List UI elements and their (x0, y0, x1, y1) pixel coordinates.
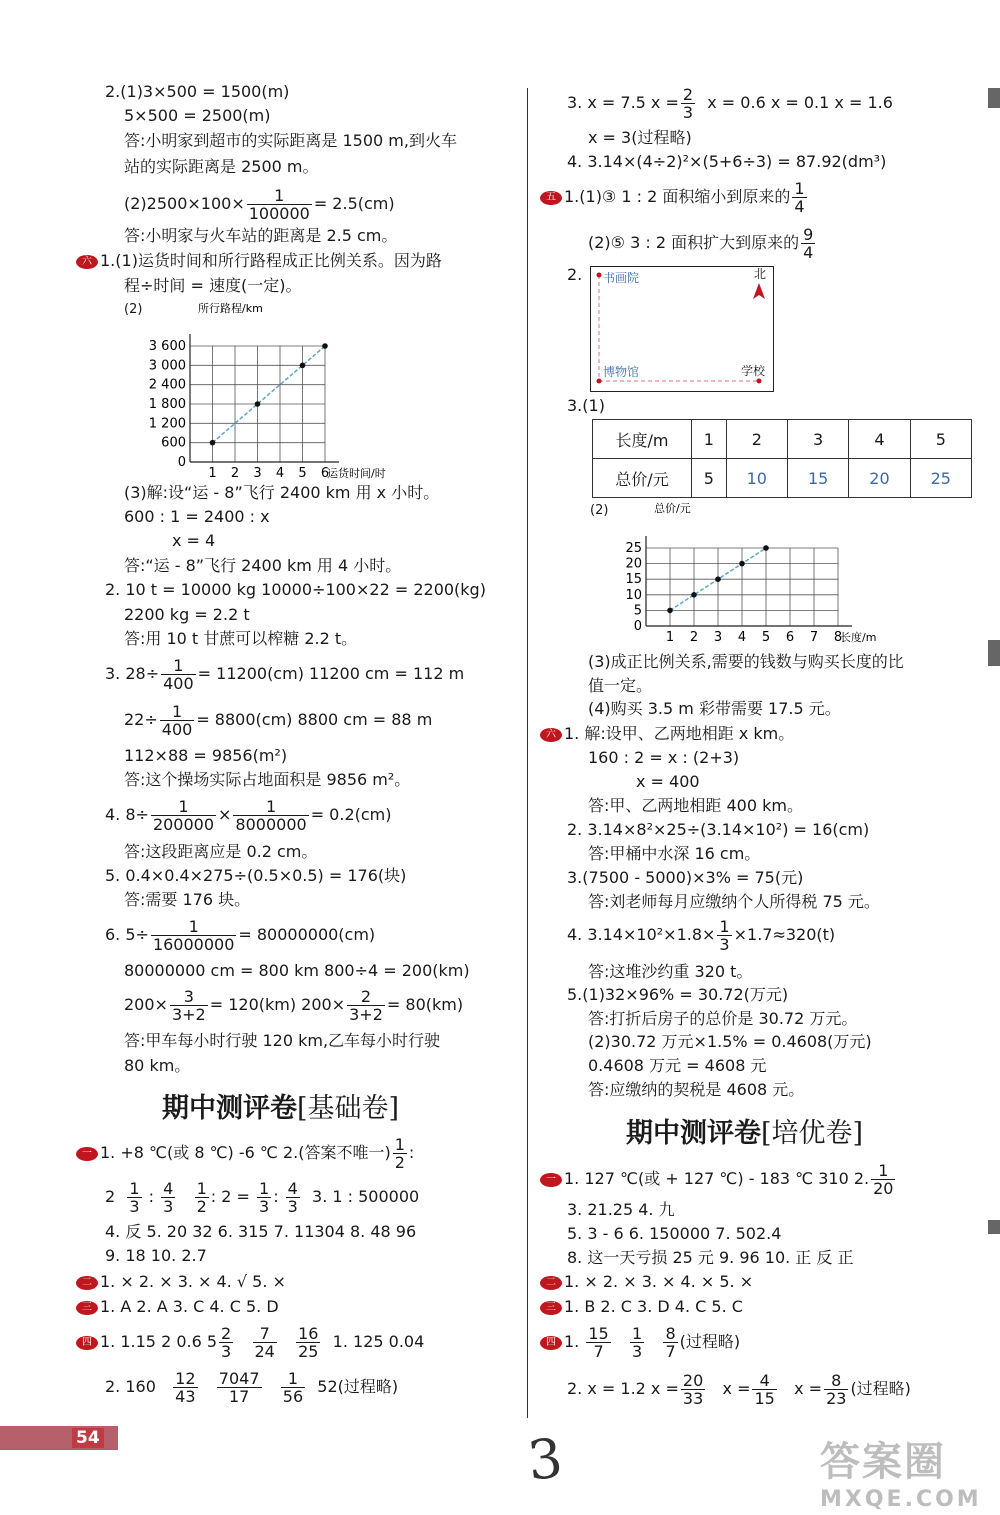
fraction: $\frac{1}{2}$ (394, 1135, 405, 1172)
north-arrow-icon (753, 283, 765, 299)
data-point (715, 576, 721, 582)
x-tick-label: 3 (253, 466, 262, 481)
origin-label: 0 (177, 455, 186, 470)
line: 答:应缴纳的契税是 4608 元。 (588, 1080, 805, 1099)
line: x = 3(过程略) (588, 128, 692, 147)
map-label-north: 北 (754, 267, 767, 281)
formula-line: 4. 3.14×10²×1.8× $\frac{1}{3}$ ×1.7≈320(t) (567, 917, 836, 954)
answer-line: 5. 3 - 6 6. 150000 7. 502.4 (567, 1224, 782, 1243)
x-tick-label: 1 (665, 630, 675, 645)
x-tick-label: 5 (761, 630, 771, 645)
line: 答:刘老师每月应缴纳个人所得税 75 元。 (588, 892, 880, 911)
y-tick-label: 2 400 (148, 377, 186, 393)
data-point (667, 608, 673, 614)
x-axis-title: 长度/m (840, 631, 877, 644)
line: 2. (567, 265, 583, 284)
y-tick-label: 3 600 (148, 339, 186, 354)
table-cell: 1 (692, 420, 727, 459)
line: 600 : 1 = 2400 : x (124, 507, 270, 526)
section-heading: 期中测评卷[培优卷] (626, 1118, 864, 1149)
answer-line: 三 1. A 2. A 3. C 4. C 5. D (76, 1297, 279, 1317)
line: 答:甲桶中水深 16 cm。 (588, 844, 761, 863)
answer-line: 2 $\frac{1}{3}$ : $\frac{4}{3}$ $\frac{1}{2}$ : 2 = $\frac{1}{3}$ : $\frac{4}{3}$ 3. 1 : 500000 (105, 1179, 420, 1216)
x-tick-label: 8 (833, 630, 843, 645)
line: 答:用 10 t 甘蔗可以榨糖 2.2 t。 (124, 629, 358, 648)
page-number-bar (0, 1426, 118, 1450)
line: 六 1. 解:设甲、乙两地相距 x km。 (540, 724, 794, 744)
x-tick-label: 7 (809, 630, 819, 645)
x-tick-label: 5 (298, 466, 307, 481)
line: 0.4608 万元 = 4608 元 (588, 1056, 767, 1075)
line: (4)购买 3.5 m 彩带需要 17.5 元。 (588, 699, 841, 718)
x-tick-label: 4 (275, 466, 285, 481)
line: 2.(1)3×500 = 1500(m) (105, 82, 290, 101)
answer-line: 一 1. 127 ℃(或 + 127 ℃) - 183 ℃ 310 2. $\frac{1}{20}$ (540, 1162, 897, 1197)
table-cell: 5 (910, 420, 971, 459)
line: (3)成正比例关系,需要的钱数与购买长度的比 (588, 652, 904, 671)
map-label-school: 学校 (741, 364, 766, 378)
table-cell: 长度/m (593, 420, 692, 459)
x-tick-label: 4 (737, 630, 747, 645)
line: (3)解:设“运 - 8”飞行 2400 km 用 x 小时。 (124, 483, 440, 502)
section-badge: 三 (540, 1301, 562, 1315)
line: 4. 3.14×(4÷2)²×(5+6÷3) = 87.92(dm³) (567, 152, 887, 171)
answer-line: 9. 18 10. 2.7 (105, 1246, 207, 1265)
section-badge: 一 (540, 1173, 562, 1187)
handwritten-page-mark: 3 (524, 1426, 566, 1493)
data-point (255, 401, 261, 407)
answer-line: 8. 这一天亏损 25 元 9. 96 10. 正 反 正 (567, 1248, 854, 1267)
table-cell: 总价/元 (593, 459, 692, 498)
y-tick-label: 5 (633, 603, 642, 619)
formula-line: 22÷ $\frac{1}{400}$ = 8800(cm) 8800 cm = 88 m (124, 702, 433, 739)
line: 2200 kg = 2.2 t (124, 605, 250, 624)
answer-line: 四 1. $\frac{15}{7}$ $\frac{1}{3}$ $\frac{8}{7}$ (过程略) (540, 1325, 740, 1360)
line: 答:打折后房子的总价是 30.72 万元。 (588, 1009, 858, 1028)
price-table (592, 419, 972, 498)
answer-line: 二 1. × 2. × 3. × 4. × 5. × (540, 1272, 753, 1292)
line: 5. 0.4×0.4×275÷(0.5×0.5) = 176(块) (105, 866, 407, 885)
y-tick-label: 600 (161, 435, 186, 451)
line: 160 : 2 = x : (2+3) (588, 748, 740, 767)
formula-line: 200× $\frac{3}{3+2}$ = 120(km) 200× $\frac{2}{3+2}$ = 80(km) (124, 987, 464, 1024)
x-tick-label: 6 (785, 630, 795, 645)
map-diagram (590, 266, 774, 392)
line: 3.(1) (567, 396, 605, 415)
line: 80000000 cm = 800 km 800÷4 = 200(km) (124, 961, 470, 980)
section-badge: 五 (540, 191, 562, 205)
line: (2)30.72 万元×1.5% = 0.4608(万元) (588, 1032, 872, 1051)
answer-line: 四 1. 1.15 2 0.6 5 $\frac{2}{3}$ $\frac{7}{24}$ $\frac{16}{25}$ 1. 125 0.04 (76, 1325, 424, 1360)
line: (2) (590, 503, 609, 518)
line: (2) (124, 302, 143, 317)
fraction: $\frac{3}{3+2}$ (171, 987, 206, 1024)
line: 112×88 = 9856(m²) (124, 746, 288, 765)
table-cell: 15 (787, 459, 848, 498)
formula-line: 3. 28÷ $\frac{1}{400}$ = 11200(cm) 11200 cm = 112 m (105, 656, 465, 693)
table-cell: 10 (726, 459, 787, 498)
fraction: $\frac{1}{16000000}$ (152, 917, 235, 954)
line: 答:这段距离应是 0.2 cm。 (124, 842, 318, 861)
section-badge: 四 (540, 1336, 562, 1350)
y-tick-label: 15 (625, 572, 642, 588)
edge-mark (988, 640, 1000, 666)
y-tick-label: 3 000 (148, 358, 186, 374)
table-cell: 4 (849, 420, 910, 459)
answer-line: 4. 反 5. 20 32 6. 315 7. 11304 8. 48 96 (105, 1222, 417, 1241)
fraction: $\frac{1}{400}$ (161, 702, 193, 739)
line: 2. 3.14×8²×25÷(3.14×10²) = 16(cm) (567, 820, 870, 839)
y-tick-label: 25 (625, 541, 642, 556)
table-row (593, 459, 972, 498)
answer-line: (2)⑤ 3 : 2 面积扩大到原来的 $\frac{9}{4}$ (588, 225, 814, 262)
line: 答:甲、乙两地相距 400 km。 (588, 796, 803, 815)
series-line (213, 346, 326, 443)
table-cell: 25 (910, 459, 971, 498)
distance-time-chart (140, 298, 410, 483)
section-badge: 四 (76, 1336, 98, 1350)
y-tick-label: 1 200 (148, 416, 186, 432)
x-tick-label: 6 (320, 466, 330, 481)
line: 2. 10 t = 10000 kg 10000÷100×22 = 2200(kg) (105, 580, 486, 599)
y-axis-title: 总价/元 (654, 502, 691, 515)
line: 程÷时间 = 速度(一定)。 (124, 276, 302, 295)
column-divider (527, 88, 528, 1418)
data-point (322, 343, 328, 349)
data-point (691, 592, 697, 598)
fraction: $\frac{1}{200000}$ (152, 797, 215, 834)
y-tick-label: 20 (625, 556, 642, 572)
edge-mark (988, 88, 1000, 108)
fraction: $\frac{1}{8000000}$ (235, 797, 307, 834)
answer-line: 2. 160 $\frac{12}{43}$ $\frac{7047}{17}$ $\frac{1}{56}$ 52(过程略) (105, 1369, 399, 1406)
formula-line: (2)2500×100× $\frac{1}{100000}$ = 2.5(cm) (124, 186, 395, 223)
page-number: 54 (72, 1428, 104, 1448)
fraction: $\frac{2}{3+2}$ (349, 987, 383, 1024)
map-label-museum: 博物馆 (603, 365, 640, 379)
answer-line: 三 1. B 2. C 3. D 4. C 5. C (540, 1297, 743, 1317)
y-axis-title: 所行路程/km (198, 302, 263, 315)
line: 3.(7500 - 5000)×3% = 75(元) (567, 868, 804, 887)
line: 答:这堆沙约重 320 t。 (588, 962, 753, 981)
line: 80 km。 (124, 1056, 191, 1075)
x-tick-label: 2 (689, 630, 699, 645)
line: 5.(1)32×96% = 30.72(万元) (567, 985, 789, 1004)
line: 站的实际距离是 2500 m。 (124, 157, 319, 176)
line: 答:需要 176 块。 (124, 890, 251, 909)
answer-line: 五 1.(1)③ 1 : 2 面积缩小到原来的 $\frac{1}{4}$ (540, 180, 809, 215)
y-tick-label: 10 (625, 587, 642, 603)
answer-line: 3. 21.25 4. 九 (567, 1200, 675, 1219)
section-badge: 二 (76, 1276, 98, 1290)
table-cell: 2 (726, 420, 787, 459)
fraction: $\frac{1}{400}$ (163, 656, 194, 693)
answer-line: 一 1. +8 ℃(或 8 ℃) -6 ℃ 2.(答案不唯一) $\frac{1}{2}$ : (76, 1136, 414, 1171)
section-badge: 三 (76, 1301, 98, 1315)
y-tick-label: 1 800 (148, 397, 186, 412)
data-point (300, 363, 306, 369)
line: 答:小明家与火车站的距离是 2.5 cm。 (124, 226, 398, 245)
table-row (593, 420, 972, 459)
data-point (739, 561, 745, 567)
line: 答:这个操场实际占地面积是 9856 m²。 (124, 770, 411, 789)
line: 答:“运 - 8”飞行 2400 km 用 4 小时。 (124, 556, 402, 575)
price-length-chart (600, 498, 900, 648)
section-badge: 一 (76, 1147, 98, 1161)
answer-line: 2. x = 1.2 x = $\frac{20}{33}$ x = $\frac{4}{15}$ x = $\frac{8}{23}$ (过程略) (567, 1371, 911, 1408)
origin-label: 0 (633, 619, 642, 634)
line: 六 1.(1)运货时间和所行路程成正比例关系。因为路 (76, 251, 442, 271)
answer-line: 二 1. × 2. × 3. × 4. √ 5. × (76, 1272, 286, 1292)
formula-line: 4. 8÷ $\frac{1}{200000}$ × $\frac{1}{8000000}$ = 0.2(cm) (105, 797, 392, 834)
section-heading: 期中测评卷[基础卷] (162, 1093, 400, 1124)
answer-line: 3. x = 7.5 x = $\frac{2}{3}$ x = 0.6 x = 0.1 x = 1.6 (567, 85, 893, 122)
watermark: 答案圈 MXQE.COM (820, 1439, 982, 1512)
line: 答:甲车每小时行驶 120 km,乙车每小时行驶 (124, 1031, 441, 1050)
line: 值一定。 (588, 676, 653, 695)
section-badge: 二 (540, 1276, 562, 1290)
line: x = 400 (636, 772, 700, 791)
line: x = 4 (172, 531, 216, 550)
edge-mark (988, 1220, 1000, 1234)
line: 5×500 = 2500(m) (124, 106, 271, 125)
table-cell: 5 (692, 459, 727, 498)
data-point (210, 440, 216, 446)
x-tick-label: 2 (230, 466, 240, 481)
table-cell: 20 (849, 459, 910, 498)
formula-line: 6. 5÷ $\frac{1}{16000000}$ = 80000000(cm) (105, 917, 376, 954)
x-tick-label: 3 (713, 630, 723, 645)
data-point (763, 545, 769, 551)
line: 答:小明家到超市的实际距离是 1500 m,到火车 (124, 131, 457, 150)
section-badge: 六 (540, 728, 562, 742)
section-badge: 六 (76, 255, 98, 269)
x-axis-title: 运货时间/时 (327, 467, 386, 480)
map-label-library: 书画院 (603, 271, 640, 285)
fraction: $\frac{1}{100000}$ (248, 186, 310, 223)
table-cell: 3 (787, 420, 848, 459)
x-tick-label: 1 (208, 466, 217, 481)
